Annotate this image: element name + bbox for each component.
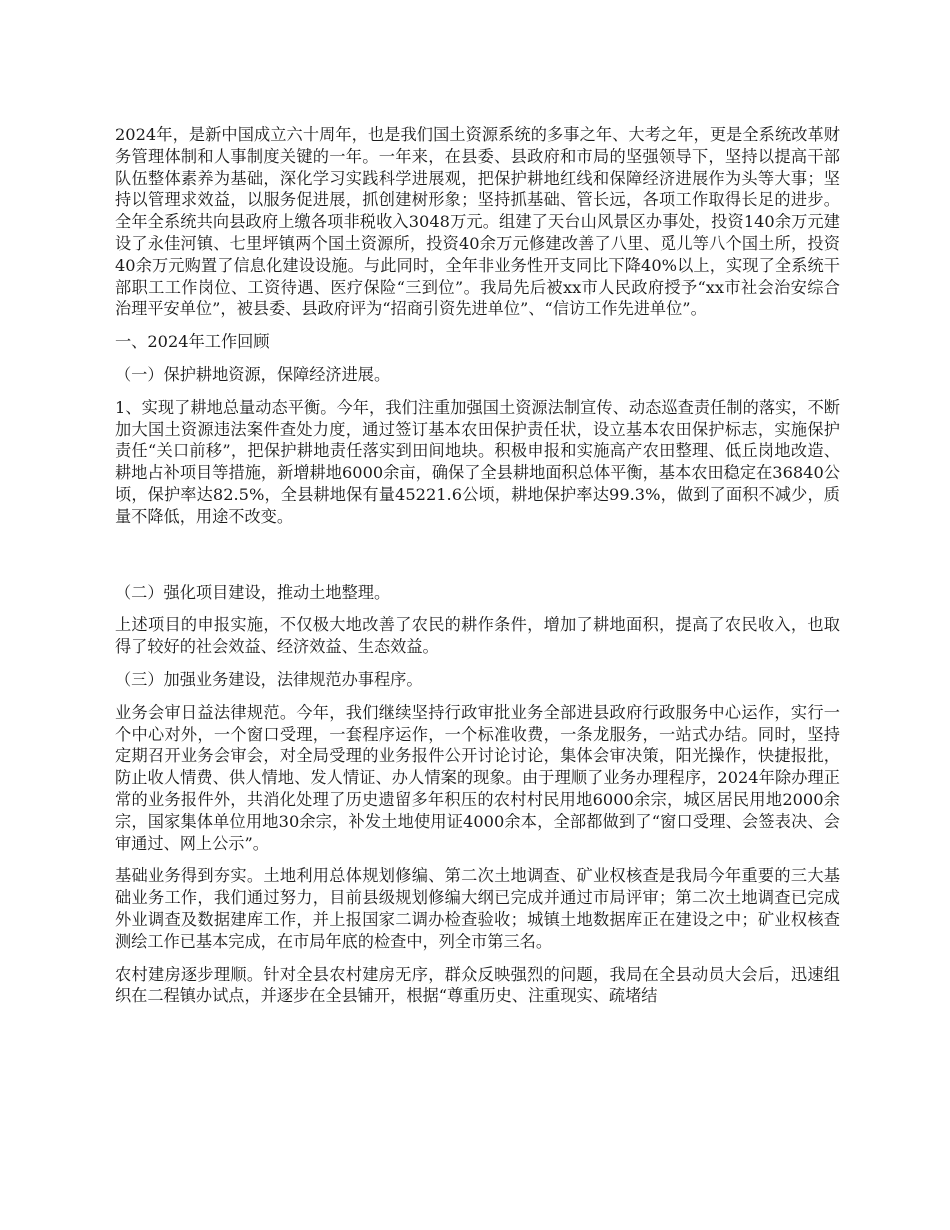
subsection-heading-farmland: （一）保护耕地资源，保障经济进展。 [115, 364, 391, 384]
subsection-heading-projects: （二）强化项目建设，推动土地整理。 [115, 582, 391, 602]
document-body [115, 124, 840, 1018]
intro-paragraph: 2024年，是新中国成立六十周年，也是我们国土资源系统的多事之年、大考之年，更是全系统改革财务管理体制和人事制度关键的一年。一年来，在县委、县政府和市局的坚强领导下，坚持以提高干部队伍整体素养为基础，深化学习实践科学进展观，把保护耕地红线和保障经济进展作为头等大事；坚持以管理求效益，以服务促进展，抓创建树形象；坚持抓基础、管长远，各项工作取得长足的进步。全年全系统共向县政府上缴各项非税收入3048万元。组建了天台山风景区办事处，投资140余万元建设了永佳河镇、七里坪镇两个国土资源所，投资40余万元修建改善了八里、觅儿等八个国土所，投资40余万元购置了信息化建设设施。与此同时，全年非业务性开支同比下降40%以上，实现了全系统干部职工工作岗位、工资待遇、医疗保险“三到位”。我局先后被xx市人民政府授予“xx市社会治安综合治理平安单位”，被县委、县政府评为“招商引资先进单位”、“信访工作先进单位”。 [115, 125, 840, 319]
farmland-paragraph: 1、实现了耕地总量动态平衡。今年，我们注重加强国土资源法制宣传、动态巡查责任制的落实，不断加大国土资源违法案件查处力度，通过签订基本农田保护责任状，设立基本农田保护标志，实施保护责任“关口前移”，把保护耕地责任落实到田间地块。积极申报和实施高产农田整理、低丘岗地改造、耕地占补项目等措施，新增耕地6000余亩，确保了全县耕地面积总体平衡，基本农田稳定在36840公顷，保护率达82.5%，全县耕地保有量45221.6公顷，耕地保护率达99.3%，做到了面积不减少，质量不降低，用途不改变。 [115, 397, 840, 526]
basic-work-paragraph: 基础业务得到夯实。土地利用总体规划修编、第二次土地调查、矿业权核查是我局今年重要的三大基础业务工作，我们通过努力，目前县级规划修编大纲已完成并通过市局评审；第二次土地调查已完成外业调查及数据建库工作，并上报国家二调办检查验收；城镇土地数据库正在建设之中；矿业权核查测绘工作已基本完成，在市局年底的检查中，列全市第三名。 [115, 866, 840, 951]
business-review-paragraph: 业务会审日益法律规范。今年，我们继续坚持行政审批业务全部进县政府行政服务中心运作，实行一个中心对外，一个窗口受理，一套程序运作，一个标准收费，一条龙服务，一站式办结。同时，坚持定期召开业务会审会，对全局受理的业务报件公开讨论讨论，集体会审决策，阳光操作，快捷报批，防止收人情费、供人情地、发人情证、办人情案的现象。由于理顺了业务办理程序，2024年除办理正常的业务报件外，共消化处理了历史遗留多年积压的农村村民用地6000余宗，城区居民用地2000余宗，国家集体单位用地30余宗，补发土地使用证4000余本，全部都做到了“窗口受理、会签表决、会审通过、网上公示”。 [115, 702, 840, 853]
projects-paragraph: 上述项目的申报实施，不仅极大地改善了农民的耕作条件，增加了耕地面积，提高了农民收入，也取得了较好的社会效益、经济效益、生态效益。 [115, 615, 840, 657]
section-heading-review: 一、2024年工作回顾 [115, 332, 270, 352]
subsection-heading-business: （三）加强业务建设，法律规范办事程序。 [115, 669, 423, 689]
rural-housing-paragraph: 农村建房逐步理顺。针对全县农村建房无序，群众反映强烈的问题，我局在全县动员大会后，迅速组织在二程镇办试点，并逐步在全县铺开，根据“尊重历史、注重现实、疏堵结 [115, 964, 840, 1006]
